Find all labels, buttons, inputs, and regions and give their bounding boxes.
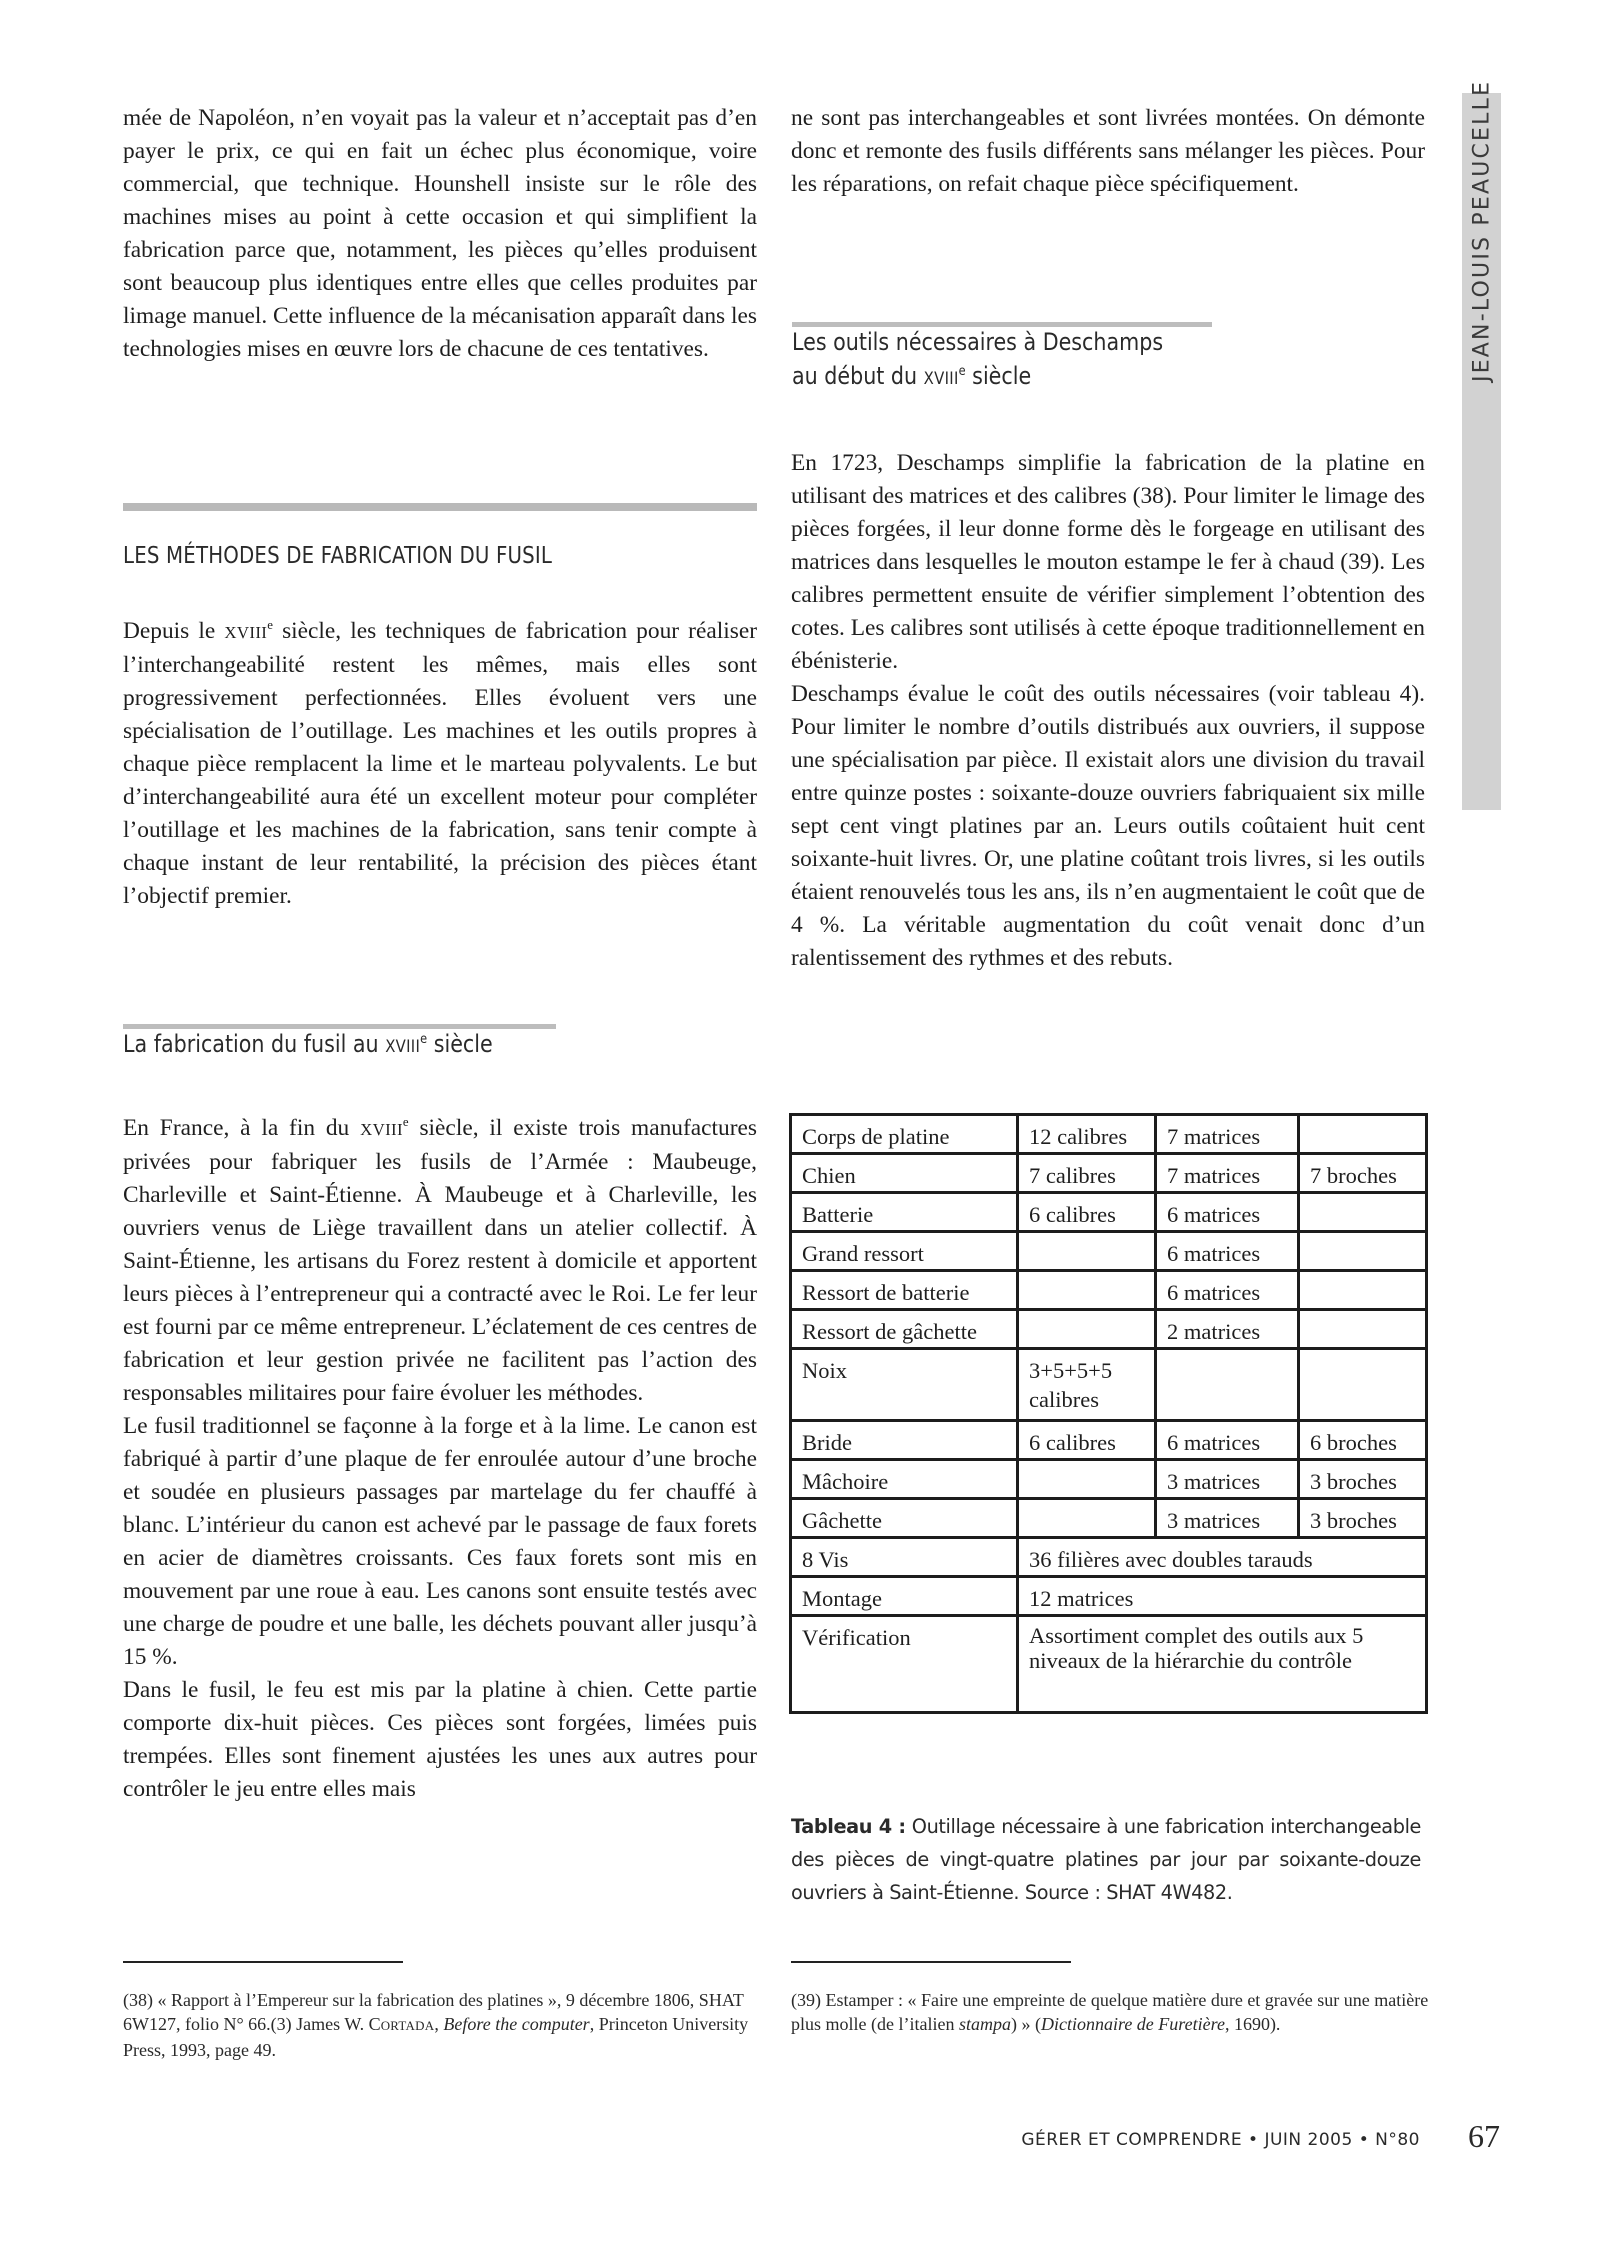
table-cell-matrices: 7 matrices (1156, 1154, 1299, 1193)
table-cell-broches (1299, 1193, 1427, 1232)
text-run: (38) « Rapport à l’Empereur sur la fabrication des platines », 9 décembre 1806, SHAT 6W127, folio N° 66.(3) James W. C (123, 1990, 744, 2034)
table-cell-part: Vérification (791, 1616, 1018, 1713)
text-run: ) » ( (1010, 2014, 1041, 2034)
smallcaps-run: ORTADA (380, 2018, 435, 2033)
section-heading: LES MÉTHODES DE FABRICATION DU FUSIL (123, 543, 553, 569)
table-row (791, 1193, 1427, 1232)
century-smallcaps: XVIII (923, 369, 959, 389)
table-cell-part: 8 Vis (791, 1538, 1018, 1577)
table-cell-tools: 36 filières avec doubles tarauds (1018, 1538, 1427, 1577)
table-cell-matrices: 3 matrices (1156, 1460, 1299, 1499)
table-row (791, 1349, 1427, 1421)
table-cell-matrices: 6 matrices (1156, 1421, 1299, 1460)
page-number: 67 (1468, 2118, 1500, 2154)
table-cell-calibres (1018, 1310, 1156, 1349)
table-cell-part: Ressort de batterie (791, 1271, 1018, 1310)
text-run: Les outils nécessaires à Deschamps (792, 328, 1164, 356)
table-cell-calibres: 6 calibres (1018, 1193, 1156, 1232)
paragraph-continuation-text: ne sont pas interchangeables et sont livrées montées. On démonte donc et remonte des fusils différents sans mélanger les pièces. Pour les réparations, on refait chaque pièce spécifiquement. (791, 105, 1425, 197)
footnote-38 (123, 1988, 763, 2062)
table-row (791, 1421, 1427, 1460)
table-cell-matrices: 2 matrices (1156, 1310, 1299, 1349)
table-cell-matrices: 6 matrices (1156, 1271, 1299, 1310)
dictionary-title: Dictionnaire de Furetière (1040, 2014, 1225, 2034)
table-row (791, 1154, 1427, 1193)
table-cell-broches (1299, 1349, 1427, 1421)
table-cell-broches (1299, 1271, 1427, 1310)
table-cell-broches (1299, 1115, 1427, 1154)
journal-footer: GÉRER ET COMPRENDRE • JUIN 2005 • N°80 (1021, 2130, 1420, 2150)
table-cell-part: Gâchette (791, 1499, 1018, 1538)
table-cell-part: Batterie (791, 1193, 1018, 1232)
table-cell-calibres (1018, 1499, 1156, 1538)
footnote-divider (791, 1961, 1071, 1963)
century-smallcaps: XVIII (224, 623, 268, 642)
superscript: e (420, 1032, 428, 1047)
table-cell-calibres (1018, 1232, 1156, 1271)
table-row (791, 1616, 1427, 1713)
table-cell-matrices (1156, 1349, 1299, 1421)
table-cell-broches (1299, 1232, 1427, 1271)
century-smallcaps: XVIII (385, 1037, 421, 1057)
table-row (791, 1460, 1427, 1499)
paragraph-intro-text: mée de Napoléon, n’en voyait pas la valeur et n’acceptait pas d’en payer le prix, ce qui en fait un échec plus économique, voire commercial, que technique. Hounshell insiste sur le rôle des machines mises au point à cette occasion et qui simplifient la fabrication parce que, notamment, les pièces qu’elles produisent sont beaucoup plus identiques entre elles que celles produites par limage manuel. Cette influence de la mécanisation apparaît dans les technologies mises en œuvre lors de chacune de ces tentatives. (123, 105, 757, 362)
table-cell-matrices: 3 matrices (1156, 1499, 1299, 1538)
table-cell-calibres (1018, 1271, 1156, 1310)
paragraph-cost: Deschamps évalue le coût des outils nécessaires (voir tableau 4). Pour limiter le nombre d’outils distribués aux ouvriers, il suppose une spécialisation par pièce. Il existait alors une division du travail entre quinze postes : soixante-douze ouvriers fabriquaient six mille sept cent vingt platines par an. Leurs outils coûtaient huit cent soixante-huit livres. Or, une platine coûtant trois livres, si les outils étaient renouvelés tous les ans, ils n’en augmentaient le coût que de 4 %. La véritable augmentation du coût venait donc d’un ralentissement des rythmes et des rebuts. (791, 681, 1425, 971)
superscript: e (267, 618, 273, 633)
section-divider (123, 503, 757, 511)
caption-text: Outillage nécessaire à une fabrication interchangeable des pièces de vingt-quatre platines par jour par soixante-douze ouvriers à Saint-Étienne. Source : SHAT 4W482. (791, 1815, 1421, 1904)
author-name: JEAN-LOUIS PEAUCELLE (1469, 79, 1495, 382)
table-cell-calibres: 7 calibres (1018, 1154, 1156, 1193)
paragraph-methods (123, 615, 757, 913)
table-cell-part: Mâchoire (791, 1460, 1018, 1499)
text-run: siècle (965, 362, 1032, 390)
table-cell-part: Bride (791, 1421, 1018, 1460)
caption-label: Tableau 4 : (791, 1815, 906, 1838)
table-cell-calibres: 3+5+5+5 calibres (1018, 1349, 1156, 1421)
table-cell-part: Corps de platine (791, 1115, 1018, 1154)
table-row (791, 1310, 1427, 1349)
subsection-heading-outils (792, 325, 1163, 396)
table-cell-part: Chien (791, 1154, 1018, 1193)
book-title: Before the computer (443, 2014, 590, 2034)
paragraph-france (123, 1112, 757, 1806)
text-run: siècle, il existe trois manufactures privées pour fabriquer les fusils de l’Armée : Maubeuge, Charleville et Saint-Étienne. À Maubeuge et à Charleville, les ouvriers venus de Liège travaillent dans un atelier collectif. À Saint-Étienne, les artisans du Forez restent à domicile et apportent leurs pièces à l’entrepreneur qui a contracté avec le Roi. Le fer leur est fourni par ce même entrepreneur. L’éclatement de ces centres de fabrication et leur gestion privée ne facilitent pas l’action des responsables militaires pour faire évoluer les méthodes. (123, 1115, 757, 1406)
text-run: au début du (792, 362, 924, 390)
text-run: , 1690). (1224, 2014, 1281, 2034)
table-row (791, 1115, 1427, 1154)
paragraph-platine: Dans le fusil, le feu est mis par la platine à chien. Cette partie comporte dix-huit pièces. Ces pièces sont forgées, limées puis trempées. Elles sont finement ajustées les unes aux autres pour contrôler le jeu entre elles mais (123, 1677, 757, 1802)
paragraph-intro (123, 102, 757, 366)
table-cell-part: Grand ressort (791, 1232, 1018, 1271)
table-cell-broches: 7 broches (1299, 1154, 1427, 1193)
table-row (791, 1538, 1427, 1577)
table-caption (791, 1810, 1421, 1909)
footnote-divider (123, 1961, 403, 1963)
text-run: (39) Estamper : « Faire une empreinte de quelque matière dure et gravée sur une matière plus molle (de l’italien (791, 1990, 1429, 2034)
footnote-39 (791, 1988, 1431, 2036)
table-cell-part: Montage (791, 1577, 1018, 1616)
table-row (791, 1232, 1427, 1271)
table-cell-broches: 3 broches (1299, 1460, 1427, 1499)
subsection-heading-fabrication (123, 1027, 493, 1064)
table-cell-tools: 12 matrices (1018, 1577, 1427, 1616)
table-cell-broches: 6 broches (1299, 1421, 1427, 1460)
tools-table (789, 1113, 1428, 1714)
table-row (791, 1499, 1427, 1538)
table-cell-broches: 3 broches (1299, 1499, 1427, 1538)
table-cell-matrices: 7 matrices (1156, 1115, 1299, 1154)
text-run: , (434, 2014, 444, 2034)
century-smallcaps: XVIII (360, 1120, 403, 1139)
table-cell-matrices: 6 matrices (1156, 1193, 1299, 1232)
table-cell-tools: Assortiment complet des outils aux 5 niveaux de la hiérarchie du contrôle (1018, 1616, 1427, 1713)
table-cell-broches (1299, 1310, 1427, 1349)
table-cell-calibres: 6 calibres (1018, 1421, 1156, 1460)
text-run: siècle, les techniques de fabrication pour réaliser l’interchangeabilité restent les mêmes, mais elles sont progressivement perfectionnées. Elles évoluent vers une spécialisation de l’outillage. Les machines et les outils propres à chaque pièce remplacent la lime et le marteau polyvalents. Le but d’interchangeabilité aura été un excellent moteur pour compléter l’outillage et les machines de la fabrication, sans tenir compte à chaque instant de leur rentabilité, la précision des pièces étant l’objectif premier. (123, 618, 758, 909)
paragraph-fusil: Le fusil traditionnel se façonne à la forge et à la lime. Le canon est fabriqué à partir d’une plaque de fer enroulée autour d’une broche et soudée en plusieurs passages par martelage du fer chauffé à blanc. L’intérieur du canon est achevé par le passage de faux forets en acier de diamètres croissants. Ces faux forets sont mis en mouvement par une roue à eau. Les canons sont ensuite testés avec une charge de poudre et une balle, les déchets pouvant aller jusqu’à 15 %. (123, 1413, 757, 1670)
paragraph-continuation (791, 102, 1425, 201)
text-run: En France, à la fin du (123, 1115, 361, 1141)
text-run: La fabrication du fusil au (123, 1030, 386, 1058)
superscript: e (958, 364, 966, 379)
table-row (791, 1577, 1427, 1616)
table-row (791, 1271, 1427, 1310)
superscript: e (402, 1115, 409, 1130)
text-run: siècle (427, 1030, 493, 1058)
paragraph-deschamps (791, 447, 1425, 975)
paragraph-1723: En 1723, Deschamps simplifie la fabrication de la platine en utilisant des matrices et des calibres (38). Pour limiter le limage des pièces forgées, il leur donne forme dès le forgeage en utilisant des matrices dans lesquelles le mouton estampe le fer à chaud (39). Les calibres permettent ensuite de vérifier simplement l’obtention des cotes. Les calibres sont utilisés à cette époque traditionnellement en ébénisterie. (791, 450, 1425, 674)
text-run: , Princeton University Press, 1993, page 49. (123, 2014, 749, 2060)
table-cell-part: Noix (791, 1349, 1018, 1421)
table-cell-calibres: 12 calibres (1018, 1115, 1156, 1154)
table-cell-matrices: 6 matrices (1156, 1232, 1299, 1271)
table-cell-calibres (1018, 1460, 1156, 1499)
italic-word: stampa (958, 2014, 1011, 2034)
table-cell-part: Ressort de gâchette (791, 1310, 1018, 1349)
text-run: Depuis le (123, 618, 225, 644)
